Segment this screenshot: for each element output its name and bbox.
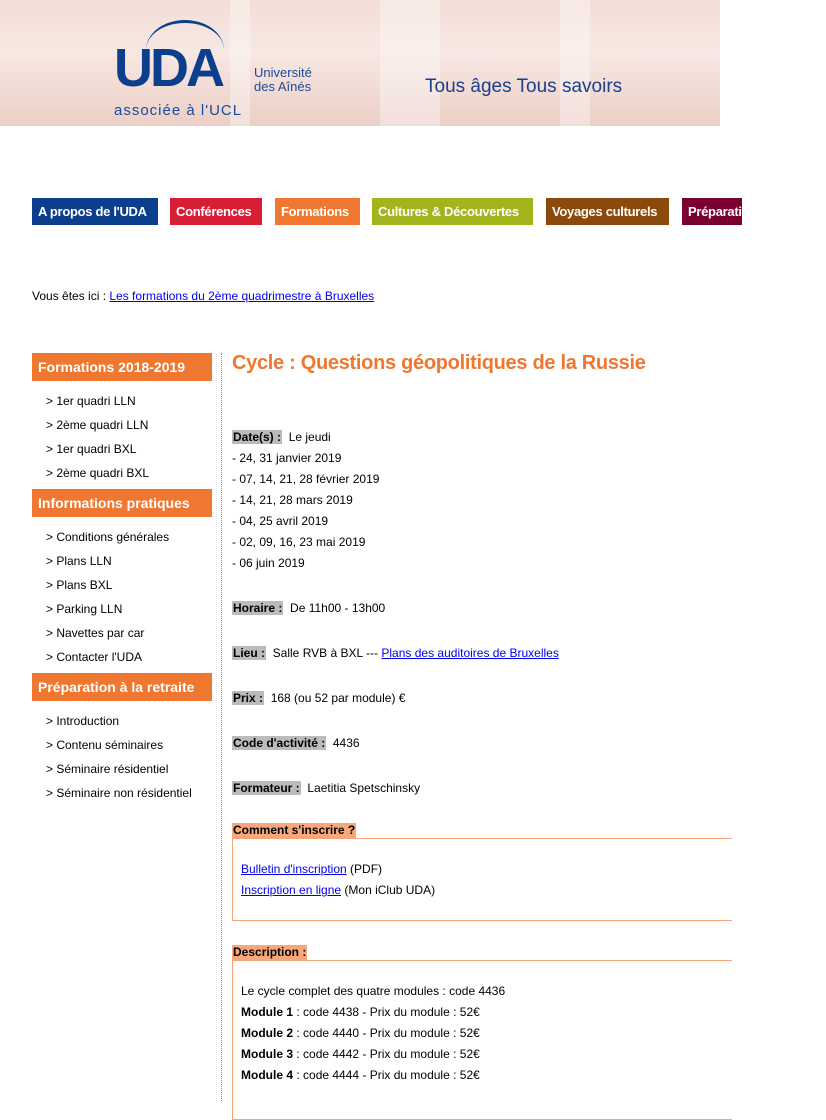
breadcrumb: Vous êtes ici : Les formations du 2ème quadrimestre à Bruxelles xyxy=(32,289,375,303)
description-box: Le cycle complet des quatre modules : code 4436 Module 1 : code 4438 - Prix du module : 52€ Module 2 : code 4440 - Prix du module : 52€ Module 3 : code 4442 - Prix du module : 52€ Module 4 : code 4444 - Prix du module : 52€ xyxy=(232,960,732,1120)
horaire: Horaire : De 11h00 - 13h00 xyxy=(233,601,386,615)
sidebar-item[interactable]: > Séminaire non résidentiel xyxy=(46,786,192,800)
logo-subtitle: Université des Aînés xyxy=(254,65,312,94)
dates-block: Date(s) : Le jeudi - 24, 31 janvier 2019 - 07, 14, 21, 28 février 2019 - 14, 21, 28 mars 2019 - 04, 25 avril 2019 - 02, 09, 16, 23 mai 2019 - 06 juin 2019 xyxy=(232,427,379,574)
module-line: Module 3 : code 4442 - Prix du module : 52€ xyxy=(241,1047,480,1061)
dates-label: Date(s) : xyxy=(233,430,282,444)
sidebar-item[interactable]: > 2ème quadri BXL xyxy=(46,466,150,480)
sidebar-header-formations: Formations 2018-2019 xyxy=(32,353,212,381)
module-line: Module 2 : code 4440 - Prix du module : 52€ xyxy=(241,1026,480,1040)
date-line: - 06 juin 2019 xyxy=(232,556,305,570)
nav-preparation[interactable]: Préparation à la retraite xyxy=(682,198,742,225)
module-line: Module 4 : code 4444 - Prix du module : 52€ xyxy=(241,1068,480,1082)
description-title: Description : xyxy=(233,945,307,959)
nav-conferences[interactable]: Conférences xyxy=(170,198,262,225)
sidebar-item[interactable]: > Contacter l'UDA xyxy=(46,650,142,664)
date-line: - 07, 14, 21, 28 février 2019 xyxy=(232,472,380,486)
lieu: Lieu : Salle RVB à BXL --- Plans des auditoires de Bruxelles xyxy=(233,646,559,660)
nav-cultures[interactable]: Cultures & Découvertes xyxy=(372,198,533,225)
sidebar-item[interactable]: > 1er quadri BXL xyxy=(46,442,137,456)
sidebar-item[interactable]: > Conditions générales xyxy=(46,530,170,544)
sidebar-item[interactable]: > Introduction xyxy=(46,714,120,728)
uda-logo[interactable]: UDA Université des Aînés associée à l'UCL xyxy=(112,20,332,124)
sidebar-item[interactable]: > 2ème quadri LLN xyxy=(46,418,149,432)
sidebar xyxy=(32,353,212,805)
sidebar-item[interactable]: > Séminaire résidentiel xyxy=(46,762,169,776)
divider xyxy=(221,353,222,1101)
date-line: - 24, 31 janvier 2019 xyxy=(232,451,342,465)
nav-voyages[interactable]: Voyages culturels xyxy=(546,198,669,225)
main-nav xyxy=(32,198,826,225)
sidebar-header-informations: Informations pratiques xyxy=(32,489,212,517)
prix: Prix : 168 (ou 52 par module) € xyxy=(233,691,406,705)
nav-a-propos[interactable]: A propos de l'UDA xyxy=(32,198,158,225)
sidebar-item[interactable]: > Contenu séminaires xyxy=(46,738,164,752)
date-line: - 14, 21, 28 mars 2019 xyxy=(232,493,353,507)
module-line: Module 1 : code 4438 - Prix du module : 52€ xyxy=(241,1005,480,1019)
date-line: - 04, 25 avril 2019 xyxy=(232,514,329,528)
header-banner xyxy=(0,0,720,126)
bulletin-link[interactable]: Bulletin d'inscription xyxy=(241,862,347,876)
sidebar-item[interactable]: > Navettes par car xyxy=(46,626,145,640)
sidebar-item[interactable]: > Plans BXL xyxy=(46,578,113,592)
page-title: Cycle : Questions géopolitiques de la Russie xyxy=(232,352,646,374)
plans-link[interactable]: Plans des auditoires de Bruxelles xyxy=(381,646,559,660)
sidebar-header-preparation: Préparation à la retraite xyxy=(32,673,212,701)
page-title-wrap xyxy=(232,352,732,375)
inscrire-title: Comment s'inscrire ? xyxy=(233,823,356,837)
inscrire-box: Bulletin d'inscription (PDF) Inscription en ligne (Mon iClub UDA) xyxy=(232,838,732,921)
slogan: Tous âges Tous savoirs xyxy=(425,76,623,97)
sidebar-item[interactable]: > Plans LLN xyxy=(46,554,112,568)
formateur: Formateur : Laetitia Spetschinsky xyxy=(233,781,421,795)
date-line: - 02, 09, 16, 23 mai 2019 xyxy=(232,535,366,549)
nav-formations[interactable]: Formations xyxy=(275,198,360,225)
sidebar-item[interactable]: > 1er quadri LLN xyxy=(46,394,136,408)
inscription-en-ligne-link[interactable]: Inscription en ligne xyxy=(241,883,342,897)
code-activite: Code d'activité : 4436 xyxy=(233,736,360,750)
breadcrumb-link[interactable]: Les formations du 2ème quadrimestre à Bruxelles xyxy=(109,289,375,303)
sidebar-item[interactable]: > Parking LLN xyxy=(46,602,123,616)
